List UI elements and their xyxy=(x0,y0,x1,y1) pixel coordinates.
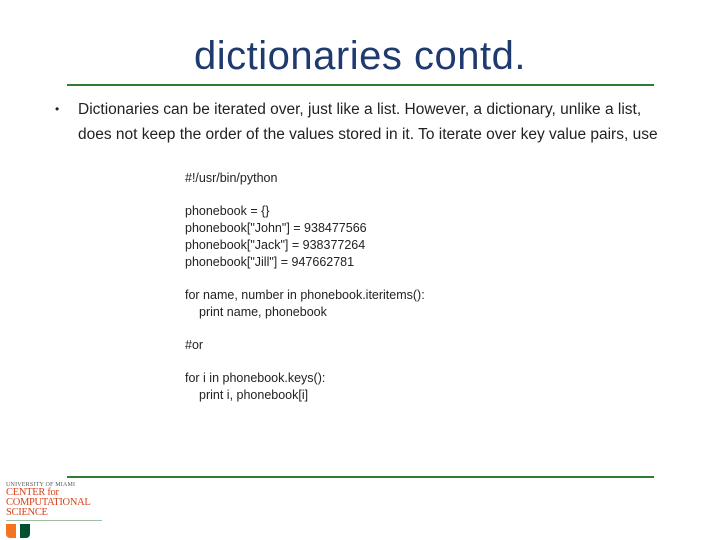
bullet-marker: • xyxy=(55,102,60,116)
code-loop-body: print i, phonebook[i] xyxy=(199,388,309,402)
institution-logo xyxy=(6,482,102,538)
logo-center-line: SCIENCE xyxy=(6,507,48,518)
code-loop: for i in phonebook.keys(): xyxy=(185,371,326,385)
logo-university: UNIVERSITY OF MIAMI xyxy=(6,482,76,488)
code-comment: #or xyxy=(185,338,204,352)
slide-title: dictionaries contd. xyxy=(194,34,526,78)
u-logo-icon xyxy=(6,524,30,538)
code-line: phonebook["Jack"] = 938377264 xyxy=(185,238,366,252)
code-shebang: #!/usr/bin/python xyxy=(185,171,278,185)
code-line: phonebook = {} xyxy=(185,204,270,218)
logo-center-line: CENTER for xyxy=(6,487,59,498)
code-line: phonebook["John"] = 938477566 xyxy=(185,221,367,235)
bullet-text: Dictionaries can be iterated over, just like a list. However, a dictionary, unlike a list, does not keep the order of the values stored in it. To iterate over key value pairs, use xyxy=(78,101,658,143)
title-divider xyxy=(67,84,654,86)
logo-divider xyxy=(6,520,102,521)
footer-divider xyxy=(67,476,654,478)
code-loop-body: print name, phonebook xyxy=(199,305,327,319)
code-loop: for name, number in phonebook.iteritems(): xyxy=(185,288,425,302)
code-block xyxy=(185,170,425,404)
logo-center-line: COMPUTATIONAL xyxy=(6,497,91,508)
code-line: phonebook["Jill"] = 947662781 xyxy=(185,255,355,269)
bullet-item xyxy=(55,97,665,147)
